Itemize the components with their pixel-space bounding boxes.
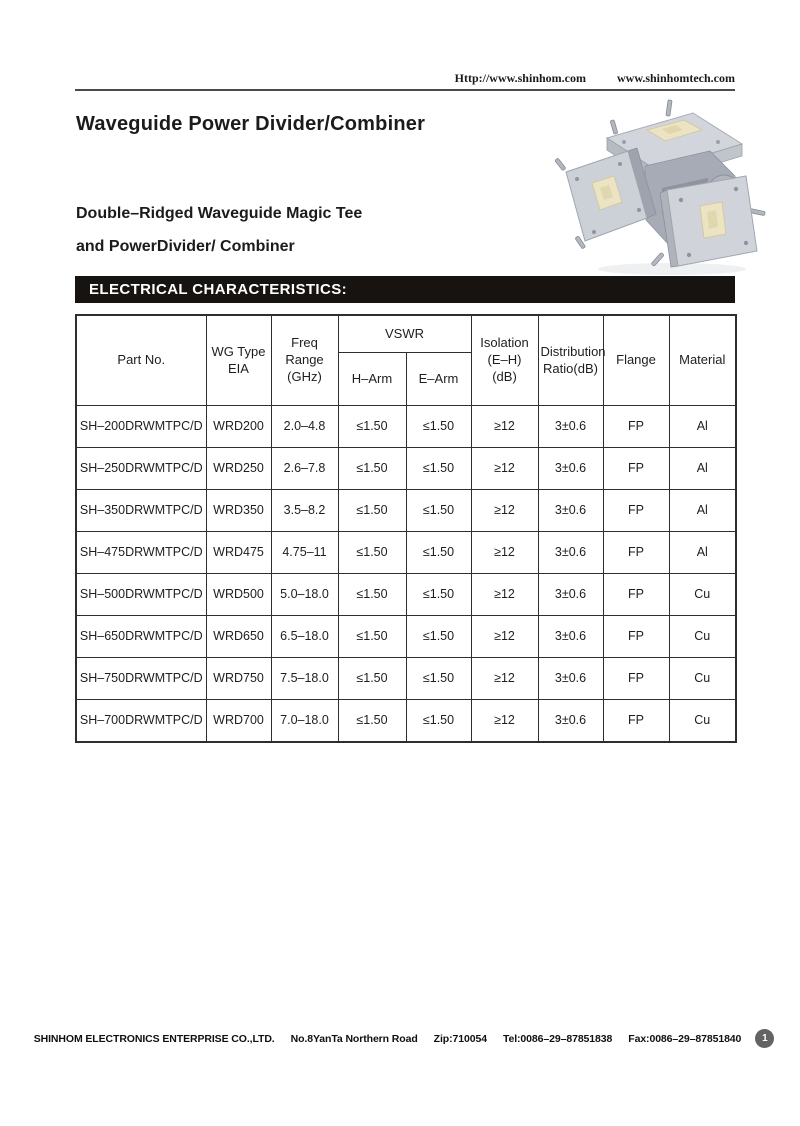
cell-vswr-h-arm: ≤1.50 [338, 574, 406, 616]
cell-isolation: ≥12 [471, 490, 538, 532]
cell-distribution-ratio: 3±0.6 [538, 490, 603, 532]
cell-material: Al [669, 448, 736, 490]
footer-tel: Tel:0086–29–87851838 [502, 1032, 613, 1045]
cell-vswr-e-arm: ≤1.50 [406, 658, 471, 700]
header-rule [75, 89, 735, 91]
spec-table-row [76, 700, 736, 742]
cell-material: Cu [669, 700, 736, 742]
cell-wg-type: WRD200 [206, 406, 271, 448]
cell-flange: FP [603, 658, 669, 700]
cell-vswr-e-arm: ≤1.50 [406, 406, 471, 448]
product-photo [550, 96, 778, 278]
cell-freq-range: 2.0–4.8 [271, 406, 338, 448]
cell-material: Al [669, 406, 736, 448]
cell-wg-type: WRD475 [206, 532, 271, 574]
cell-part-no: SH–475DRWMTPC/D [76, 532, 206, 574]
cell-vswr-h-arm: ≤1.50 [338, 616, 406, 658]
cell-vswr-h-arm: ≤1.50 [338, 700, 406, 742]
cell-freq-range: 4.75–11 [271, 532, 338, 574]
header-url-secondary: www.shinhomtech.com [616, 71, 735, 85]
footer-fax: Fax:0086–29–87851840 [628, 1032, 742, 1045]
col-header-isolation: Isolation (E–H) (dB) [471, 315, 538, 406]
cell-vswr-h-arm: ≤1.50 [338, 406, 406, 448]
cell-isolation: ≥12 [471, 532, 538, 574]
cell-part-no: SH–500DRWMTPC/D [76, 574, 206, 616]
spec-table-row [76, 532, 736, 574]
cell-material: Cu [669, 616, 736, 658]
cell-distribution-ratio: 3±0.6 [538, 700, 603, 742]
product-photo-svg [550, 96, 778, 278]
cell-vswr-e-arm: ≤1.50 [406, 490, 471, 532]
cell-freq-range: 2.6–7.8 [271, 448, 338, 490]
spec-table-row [76, 574, 736, 616]
cell-part-no: SH–350DRWMTPC/D [76, 490, 206, 532]
cell-isolation: ≥12 [471, 574, 538, 616]
cell-wg-type: WRD350 [206, 490, 271, 532]
subtitle-line-1: Double–Ridged Waveguide Magic Tee [76, 205, 363, 222]
electrical-characteristics-table [75, 314, 737, 743]
cell-vswr-e-arm: ≤1.50 [406, 448, 471, 490]
product-subtitle [76, 197, 362, 263]
spec-table-row [76, 616, 736, 658]
cell-part-no: SH–650DRWMTPC/D [76, 616, 206, 658]
cell-material: Cu [669, 658, 736, 700]
col-header-wg-type: WG Type EIA [206, 315, 271, 406]
cell-vswr-h-arm: ≤1.50 [338, 448, 406, 490]
cell-wg-type: WRD750 [206, 658, 271, 700]
cell-vswr-e-arm: ≤1.50 [406, 700, 471, 742]
page-title: Waveguide Power Divider/Combiner [76, 113, 426, 135]
cell-distribution-ratio: 3±0.6 [538, 574, 603, 616]
cell-flange: FP [603, 532, 669, 574]
cell-vswr-e-arm: ≤1.50 [406, 616, 471, 658]
cell-freq-range: 5.0–18.0 [271, 574, 338, 616]
cell-distribution-ratio: 3±0.6 [538, 448, 603, 490]
cell-flange: FP [603, 574, 669, 616]
cell-part-no: SH–200DRWMTPC/D [76, 406, 206, 448]
cell-wg-type: WRD250 [206, 448, 271, 490]
cell-isolation: ≥12 [471, 406, 538, 448]
cell-material: Al [669, 490, 736, 532]
cell-wg-type: WRD700 [206, 700, 271, 742]
cell-vswr-h-arm: ≤1.50 [338, 532, 406, 574]
cell-freq-range: 7.5–18.0 [271, 658, 338, 700]
cell-isolation: ≥12 [471, 448, 538, 490]
col-header-freq-range: Freq Range (GHz) [271, 315, 338, 406]
col-header-vswr-h-arm: H–Arm [338, 353, 406, 406]
cell-vswr-h-arm: ≤1.50 [338, 658, 406, 700]
col-header-distribution: Distribution Ratio(dB) [538, 315, 603, 406]
cell-distribution-ratio: 3±0.6 [538, 616, 603, 658]
section-heading-label: ELECTRICAL CHARACTERISTICS: [89, 281, 348, 298]
footer-address: No.8YanTa Northern Road [290, 1032, 418, 1045]
cell-flange: FP [603, 700, 669, 742]
footer-company: SHINHOM ELECTRONICS ENTERPRISE CO.,LTD. [33, 1032, 275, 1045]
spec-table-row [76, 490, 736, 532]
spec-table-row [76, 658, 736, 700]
cell-flange: FP [603, 406, 669, 448]
cell-freq-range: 3.5–8.2 [271, 490, 338, 532]
cell-isolation: ≥12 [471, 658, 538, 700]
col-header-vswr: VSWR [338, 315, 471, 353]
header-links [75, 71, 735, 86]
cell-part-no: SH–750DRWMTPC/D [76, 658, 206, 700]
cell-flange: FP [603, 448, 669, 490]
cell-distribution-ratio: 3±0.6 [538, 658, 603, 700]
col-header-part-no: Part No. [76, 315, 206, 406]
cell-material: Al [669, 532, 736, 574]
spec-table-body [76, 406, 736, 742]
cell-isolation: ≥12 [471, 700, 538, 742]
cell-freq-range: 7.0–18.0 [271, 700, 338, 742]
cell-distribution-ratio: 3±0.6 [538, 406, 603, 448]
cell-part-no: SH–250DRWMTPC/D [76, 448, 206, 490]
col-header-material: Material [669, 315, 736, 406]
footer-zip: Zip:710054 [433, 1032, 487, 1045]
subtitle-line-2: and PowerDivider/ Combiner [76, 238, 295, 255]
cell-part-no: SH–700DRWMTPC/D [76, 700, 206, 742]
cell-vswr-e-arm: ≤1.50 [406, 574, 471, 616]
cell-vswr-h-arm: ≤1.50 [338, 490, 406, 532]
cell-wg-type: WRD650 [206, 616, 271, 658]
col-header-vswr-e-arm: E–Arm [406, 353, 471, 406]
cell-vswr-e-arm: ≤1.50 [406, 532, 471, 574]
cell-flange: FP [603, 616, 669, 658]
section-heading-bar [75, 276, 735, 303]
col-header-flange: Flange [603, 315, 669, 406]
cell-flange: FP [603, 490, 669, 532]
cell-distribution-ratio: 3±0.6 [538, 532, 603, 574]
header-url-primary: Http://www.shinhom.com [454, 71, 586, 85]
cell-wg-type: WRD500 [206, 574, 271, 616]
page-number-badge: 1 [755, 1029, 774, 1048]
spec-table-row [76, 448, 736, 490]
cell-freq-range: 6.5–18.0 [271, 616, 338, 658]
spec-table-row [76, 406, 736, 448]
cell-isolation: ≥12 [471, 616, 538, 658]
cell-material: Cu [669, 574, 736, 616]
page-footer [0, 1029, 800, 1048]
